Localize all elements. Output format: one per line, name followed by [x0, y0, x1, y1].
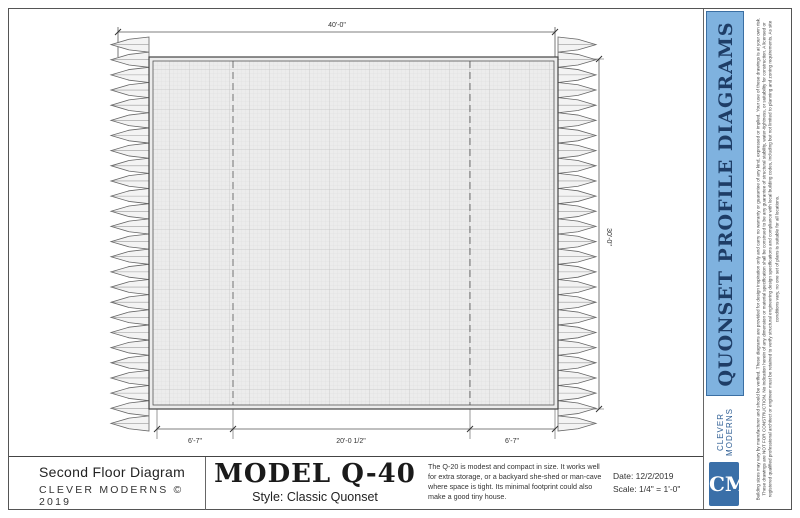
model-description: The Q-20 is modest and compact in size. It works well for extra storage, or a backyard she-shed or man-cave where space is tight. Its minimal footprint could also make a good tiny house.	[428, 462, 602, 501]
model-style: Style: Classic Quonset	[252, 490, 378, 504]
logo-line-2: MODERNS	[725, 408, 734, 456]
drawing-scale: Scale: 1/4" = 1'-0"	[613, 484, 681, 494]
drawing-date: Date: 12/2/2019	[613, 471, 674, 481]
model-block	[205, 457, 425, 510]
title-block-left	[9, 457, 206, 510]
logo-line-1: CLEVER	[716, 412, 725, 452]
floor-plan-svg	[9, 9, 703, 456]
left-end-wall	[111, 37, 149, 431]
legal-disclaimer: Building sizes may vary by manufacturer and should be verified. These diagrams are provided for design inspiration only and carry no warranty or guarantee of any kind, expressed or implied. Your use of these drawings is at your own risk. These drawings are NOT FOR CONSTRUCTION. No indication herein of any dimension or material specification shall be construed to be any guarantee of structural stability, water-tightness, or suitability for construction. A licensed or registered qualified professional architect or engineer must be retained to verify structural engineering design specifications and compliance with local building codes, including but not limited to planning and zoning requirements. As site conditions vary, no one set of plans is suitable for all locations.	[755, 17, 780, 501]
dim-label-overall-depth: 30'-0"	[605, 228, 612, 246]
logo-mark	[709, 462, 748, 506]
dimension-sections	[154, 409, 558, 445]
title-block	[9, 456, 703, 510]
logo-wordmark	[716, 408, 734, 456]
dimension-overall-width	[115, 22, 558, 57]
logo-letters: CM	[709, 472, 748, 496]
floor-grid	[153, 61, 554, 405]
diagram-title: Second Floor Diagram	[39, 464, 186, 480]
right-end-wall	[558, 37, 596, 431]
dim-label-overall-width: 40'-0"	[328, 22, 346, 29]
floor-plan-drawing	[9, 9, 703, 456]
sidebar	[703, 9, 792, 509]
drawing-meta	[613, 470, 680, 496]
dim-label-center-section: 20'-0 1/2"	[336, 438, 366, 445]
dim-label-left-section: 6'-7"	[188, 438, 202, 445]
clever-moderns-logo	[706, 404, 748, 508]
copyright-line: CLEVER MODERNS © 2019	[39, 484, 184, 508]
sidebar-title-panel	[706, 11, 744, 396]
model-name: MODEL Q-40	[214, 459, 416, 489]
sidebar-title: QUONSET PROFILE DIAGRAMS	[715, 21, 737, 387]
dim-label-right-section: 6'-7"	[505, 438, 519, 445]
